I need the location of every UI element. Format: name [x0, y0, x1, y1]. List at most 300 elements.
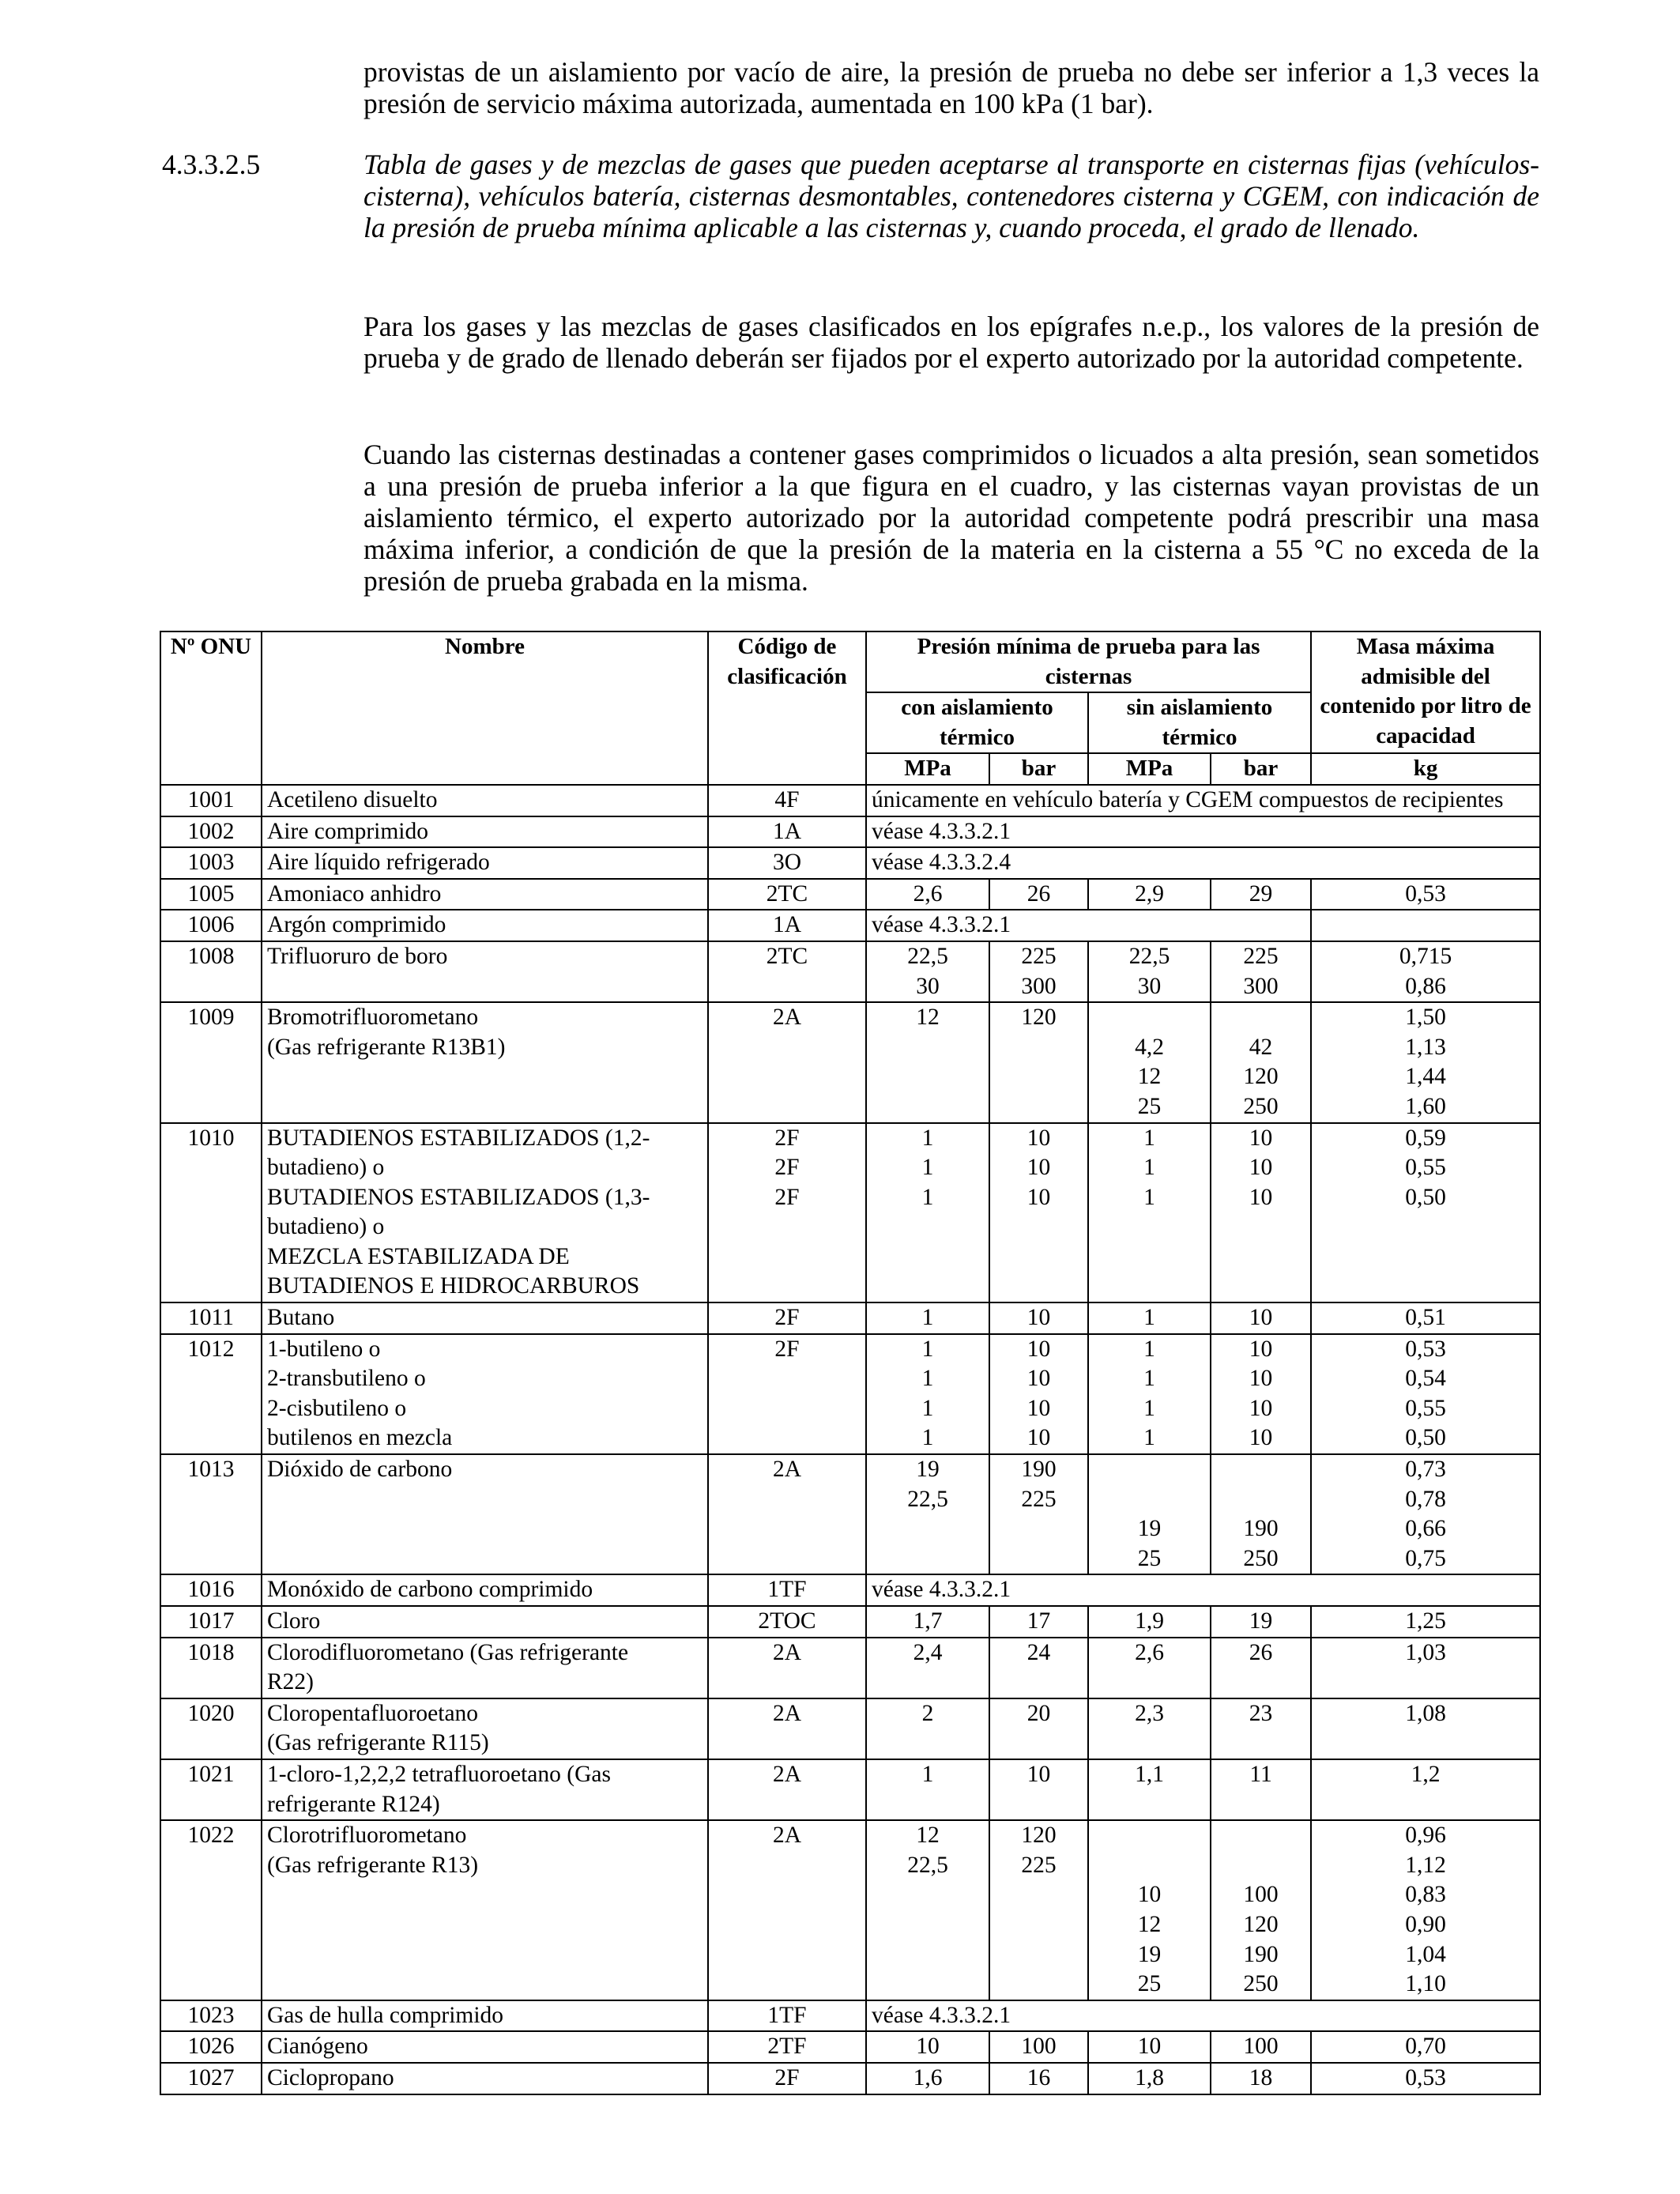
gas-name-line: Ciclopropano	[267, 2064, 394, 2090]
pressure-bar-insulated-line: 120	[1021, 1823, 1057, 1849]
pressure-bar-insulated-line: 120	[1021, 1005, 1057, 1031]
classification-code-line: 2TC	[766, 943, 808, 969]
pressure-mpa-uninsulated	[1088, 2031, 1211, 2063]
pressure-mpa-insulated-line: 19	[916, 1457, 940, 1483]
gas-name-line: 2-cisbutileno o	[267, 1395, 407, 1421]
classification-code	[708, 1002, 866, 1122]
gas-name-line: 2-transbutileno o	[267, 1366, 426, 1392]
max-mass-kg	[1311, 1698, 1540, 1759]
max-mass-kg-line: 0,54	[1405, 1366, 1446, 1392]
pressure-mpa-uninsulated	[1088, 941, 1211, 1002]
max-mass-kg-line: 1,44	[1405, 1064, 1446, 1090]
pressure-mpa-insulated	[866, 1698, 989, 1759]
pressure-bar-uninsulated-line: 100	[1243, 2034, 1279, 2060]
pressure-mpa-uninsulated-line: 19	[1137, 1941, 1162, 1967]
pressure-bar-uninsulated-line: 190	[1243, 1516, 1279, 1542]
classification-code-line: 2A	[772, 1457, 802, 1483]
classification-code-line: 4F	[774, 786, 800, 812]
pressure-mpa-uninsulated-line: 1	[1143, 1305, 1155, 1331]
gas-name-line: butadieno) o	[267, 1214, 385, 1240]
pressure-bar-insulated-line: 10	[1026, 1155, 1051, 1181]
gas-name-line: Clorotrifluorometano	[267, 1823, 467, 1849]
pressure-bar-uninsulated-line: 120	[1243, 1064, 1279, 1090]
header-presion: Presión mínima de prueba para las cisternas	[866, 631, 1311, 692]
classification-code-line: 1A	[772, 912, 802, 938]
gas-name	[262, 2031, 708, 2063]
max-mass-kg-line: 1,08	[1405, 1700, 1446, 1726]
pressure-bar-uninsulated	[1211, 2063, 1311, 2094]
pressure-bar-insulated	[989, 1698, 1088, 1759]
pressure-bar-uninsulated-line: 19	[1249, 1608, 1273, 1634]
gas-name-line: butadieno) o	[267, 1155, 385, 1181]
onu-number: 1003	[160, 847, 262, 879]
pressure-mpa-uninsulated-line: 2,9	[1135, 880, 1164, 907]
pressure-mpa-uninsulated	[1088, 1302, 1211, 1334]
pressure-bar-insulated-line: 17	[1026, 1608, 1051, 1634]
pressure-bar-insulated-line: 225	[1021, 1852, 1057, 1878]
onu-number: 1017	[160, 1606, 262, 1638]
header-mpa-sin: MPa	[1088, 753, 1211, 785]
table-row	[160, 1002, 1540, 1122]
classification-code-line: 2F	[774, 2064, 800, 2090]
pressure-mpa-uninsulated-line: 1	[1143, 1336, 1155, 1362]
header-kg: kg	[1311, 753, 1540, 785]
pressure-mpa-insulated	[866, 941, 989, 1002]
pressure-mpa-insulated	[866, 1606, 989, 1638]
max-mass-kg	[1311, 941, 1540, 1002]
classification-code	[708, 816, 866, 848]
pressure-bar-insulated-line: 10	[1026, 1184, 1051, 1210]
pressure-bar-uninsulated-line: 42	[1249, 1034, 1273, 1060]
pressure-mpa-insulated-line: 10	[916, 2034, 940, 2060]
classification-code	[708, 785, 866, 816]
classification-code	[708, 847, 866, 879]
classification-code-line: 2A	[772, 1700, 802, 1726]
pressure-bar-uninsulated-line: 190	[1243, 1941, 1279, 1967]
pressure-bar-uninsulated	[1211, 1759, 1311, 1820]
gas-name	[262, 2063, 708, 2094]
pressure-mpa-uninsulated-line: 1	[1143, 1425, 1155, 1451]
gas-name	[262, 1759, 708, 1820]
classification-code	[708, 1606, 866, 1638]
classification-code-line: 2TF	[767, 2034, 807, 2060]
gas-name-line: MEZCLA ESTABILIZADA DE	[267, 1243, 570, 1269]
pressure-bar-uninsulated-line	[1213, 1851, 1309, 1881]
pressure-mpa-insulated-line: 30	[916, 973, 940, 999]
pressure-mpa-insulated-line: 22,5	[907, 943, 948, 969]
gas-name	[262, 1123, 708, 1303]
gas-name-line: refrigerante R124)	[267, 1791, 440, 1817]
pressure-bar-insulated	[989, 1606, 1088, 1638]
max-mass-kg-line: 1,04	[1405, 1941, 1446, 1967]
pressure-mpa-uninsulated-line: 1	[1143, 1184, 1155, 1210]
pressure-bar-insulated	[989, 1002, 1088, 1122]
pressure-bar-uninsulated-line: 11	[1249, 1761, 1272, 1787]
gas-name-line: Cloropentafluoroetano	[267, 1700, 479, 1726]
pressure-bar-insulated-line: 10	[1026, 1305, 1051, 1331]
pressure-bar-insulated	[989, 2031, 1088, 2063]
classification-code	[708, 2000, 866, 2032]
classification-code	[708, 1698, 866, 1759]
classification-code	[708, 2031, 866, 2063]
gas-name-line: BUTADIENOS ESTABILIZADOS (1,2-	[267, 1125, 650, 1151]
pressure-mpa-uninsulated-line: 19	[1137, 1516, 1162, 1542]
pressure-mpa-uninsulated-line	[1090, 1003, 1208, 1033]
gas-name-line: Clorodifluorometano (Gas refrigerante	[267, 1639, 629, 1665]
classification-code-line: 2F	[774, 1125, 800, 1151]
row-note	[866, 785, 1540, 816]
intro-paragraph: provistas de un aislamiento por vacío de aire, la presión de prueba no debe ser inferior a 1,3 veces la presión de servicio máxima autorizada, aumentada en 100 kPa (1 bar).	[363, 56, 1539, 119]
pressure-mpa-insulated-line: 1	[921, 1184, 934, 1210]
pressure-mpa-uninsulated-line: 4,2	[1135, 1034, 1164, 1060]
pressure-bar-insulated-line: 20	[1026, 1700, 1051, 1726]
onu-number: 1005	[160, 879, 262, 910]
gas-name	[262, 1698, 708, 1759]
pressure-mpa-insulated-line: 22,5	[907, 1486, 948, 1512]
gas-name-line: Argón comprimido	[267, 912, 446, 938]
pressure-mpa-uninsulated-line: 30	[1137, 973, 1162, 999]
pressure-mpa-uninsulated-line: 1	[1143, 1366, 1155, 1392]
gas-name-line: BUTADIENOS ESTABILIZADOS (1,3-	[267, 1184, 650, 1210]
gas-name	[262, 1606, 708, 1638]
row-note-text: únicamente en vehículo batería y CGEM compuestos de recipientes	[872, 786, 1504, 812]
pressure-bar-uninsulated-line: 10	[1249, 1336, 1273, 1362]
pressure-mpa-uninsulated-line: 1	[1143, 1395, 1155, 1421]
gas-name	[262, 1454, 708, 1574]
pressure-mpa-uninsulated-line	[1090, 1821, 1208, 1851]
pressure-bar-uninsulated-line: 250	[1243, 1971, 1279, 1997]
max-mass-kg	[1311, 1302, 1540, 1334]
pressure-bar-uninsulated	[1211, 1123, 1311, 1303]
pressure-bar-uninsulated-line: 300	[1243, 973, 1279, 999]
classification-code	[708, 1123, 866, 1303]
max-mass-kg-line: 0,96	[1405, 1823, 1446, 1849]
table-row	[160, 1759, 1540, 1820]
classification-code	[708, 941, 866, 1002]
classification-code	[708, 1454, 866, 1574]
pressure-mpa-insulated	[866, 1638, 989, 1698]
max-mass-kg-line: 0,70	[1405, 2034, 1446, 2060]
gas-name-line: butilenos en mezcla	[267, 1425, 453, 1451]
max-mass-kg	[1311, 1759, 1540, 1820]
pressure-mpa-uninsulated	[1088, 1606, 1211, 1638]
classification-code-line: 3O	[772, 850, 802, 876]
pressure-mpa-uninsulated-line	[1090, 1485, 1208, 1515]
onu-number: 1026	[160, 2031, 262, 2063]
onu-number: 1012	[160, 1334, 262, 1454]
row-note-text: véase 4.3.3.2.1	[872, 1577, 1011, 1603]
pressure-bar-insulated-line: 225	[1021, 1486, 1057, 1512]
pressure-mpa-insulated-line: 2,4	[913, 1639, 943, 1665]
pressure-mpa-uninsulated-line	[1090, 1455, 1208, 1485]
classification-code-line: 1TF	[767, 2002, 807, 2028]
onu-number: 1018	[160, 1638, 262, 1698]
pressure-mpa-insulated-line: 1	[921, 1125, 934, 1151]
max-mass-kg-line: 0,55	[1405, 1395, 1446, 1421]
pressure-bar-uninsulated-line: 10	[1249, 1366, 1273, 1392]
pressure-bar-uninsulated-line	[1213, 1485, 1309, 1515]
gas-name	[262, 1334, 708, 1454]
pressure-bar-insulated-line: 190	[1021, 1457, 1057, 1483]
classification-code	[708, 1638, 866, 1698]
max-mass-kg-line: 0,50	[1405, 1184, 1446, 1210]
pressure-mpa-insulated-line: 1	[921, 1366, 934, 1392]
pressure-bar-insulated-line: 16	[1026, 2064, 1051, 2090]
classification-code-line: 1A	[772, 818, 802, 844]
header-nombre: Nombre	[262, 631, 708, 785]
classification-code	[708, 1302, 866, 1334]
gas-name-line: Aire comprimido	[267, 818, 428, 844]
onu-number: 1011	[160, 1302, 262, 1334]
max-mass-kg-line: 1,13	[1405, 1034, 1446, 1060]
header-masa: Masa máxima admisible del contenido por litro de capacidad	[1311, 631, 1540, 753]
gas-name-line: Cloro	[267, 1608, 321, 1634]
pressure-mpa-insulated-line: 1,7	[913, 1608, 943, 1634]
max-mass-kg	[1311, 1123, 1540, 1303]
pressure-bar-insulated	[989, 1638, 1088, 1698]
pressure-mpa-uninsulated-line: 10	[1137, 2034, 1162, 2060]
max-mass-kg	[1311, 1820, 1540, 2000]
section-title: Tabla de gases y de mezclas de gases que pueden aceptarse al transporte en cisternas fijas (vehículos-cisterna), vehículos batería, cisternas desmontables, contenedores cisterna y CGEM, con indicación de la presión de prueba mínima aplicable a las cisternas y, cuando proceda, el grado de llenado.	[363, 149, 1539, 243]
table-row	[160, 847, 1540, 879]
pressure-mpa-insulated	[866, 2063, 989, 2094]
header-con-aislamiento: con aislamiento térmico	[866, 692, 1088, 753]
onu-number: 1001	[160, 785, 262, 816]
pressure-mpa-insulated	[866, 1123, 989, 1303]
max-mass-kg-line: 0,51	[1405, 1305, 1446, 1331]
table-row	[160, 1123, 1540, 1303]
pressure-bar-uninsulated-line: 10	[1249, 1155, 1273, 1181]
max-mass-kg-line: 0,73	[1405, 1457, 1446, 1483]
pressure-bar-insulated	[989, 941, 1088, 1002]
max-mass-kg-line	[1313, 910, 1538, 941]
pressure-mpa-insulated-line: 1	[921, 1305, 934, 1331]
max-mass-kg	[1311, 1002, 1540, 1122]
onu-number: 1021	[160, 1759, 262, 1820]
max-mass-kg-line: 0,53	[1405, 1336, 1446, 1362]
onu-number: 1022	[160, 1820, 262, 2000]
pressure-mpa-insulated-line: 2	[921, 1700, 934, 1726]
max-mass-kg-line: 0,86	[1405, 973, 1446, 999]
onu-number: 1002	[160, 816, 262, 848]
classification-code-line: 2A	[772, 1005, 802, 1031]
pressure-bar-uninsulated-line	[1213, 1003, 1309, 1033]
classification-code-line: 1TF	[767, 1577, 807, 1603]
max-mass-kg	[1311, 910, 1540, 941]
classification-code-line: 2TOC	[758, 1608, 816, 1634]
gas-name	[262, 941, 708, 1002]
pressure-mpa-uninsulated	[1088, 1698, 1211, 1759]
pressure-mpa-insulated	[866, 2031, 989, 2063]
table-row	[160, 1638, 1540, 1698]
pressure-bar-insulated-line: 10	[1026, 1125, 1051, 1151]
pressure-mpa-uninsulated	[1088, 1123, 1211, 1303]
onu-number: 1027	[160, 2063, 262, 2094]
pressure-bar-uninsulated-line: 100	[1243, 1882, 1279, 1908]
table-row	[160, 1574, 1540, 1606]
pressure-mpa-uninsulated	[1088, 2063, 1211, 2094]
gas-name-line: Aire líquido refrigerado	[267, 850, 490, 876]
pressure-bar-uninsulated-line: 23	[1249, 1700, 1273, 1726]
max-mass-kg	[1311, 1334, 1540, 1454]
pressure-bar-uninsulated-line	[1213, 1455, 1309, 1485]
table-row	[160, 1334, 1540, 1454]
section-number: 4.3.3.2.5	[162, 149, 261, 180]
onu-number: 1020	[160, 1698, 262, 1759]
gas-name-line: Trifluoruro de boro	[267, 943, 448, 969]
max-mass-kg	[1311, 879, 1540, 910]
gas-name	[262, 785, 708, 816]
gas-name	[262, 1574, 708, 1606]
gas-name-line: (Gas refrigerante R13B1)	[267, 1034, 506, 1060]
row-note-text: véase 4.3.3.2.1	[872, 912, 1011, 938]
pressure-mpa-uninsulated-line: 25	[1137, 1093, 1162, 1119]
header-codigo: Código de clasificación	[708, 631, 866, 785]
paragraph-1: Para los gases y las mezclas de gases clasificados en los epígrafes n.e.p., los valores de la presión de prueba y de grado de llenado deberán ser fijados por el experto autorizado por la autoridad competente.	[363, 311, 1539, 374]
table-row	[160, 910, 1540, 941]
pressure-bar-uninsulated-line: 29	[1249, 880, 1273, 907]
max-mass-kg-line: 0,53	[1405, 880, 1446, 907]
row-note	[866, 816, 1540, 848]
classification-code-line: 2F	[774, 1336, 800, 1362]
gas-name	[262, 879, 708, 910]
onu-number: 1023	[160, 2000, 262, 2032]
max-mass-kg-line: 0,59	[1405, 1125, 1446, 1151]
max-mass-kg-line: 0,75	[1405, 1545, 1446, 1571]
pressure-bar-uninsulated	[1211, 941, 1311, 1002]
table-row	[160, 785, 1540, 816]
pressure-mpa-uninsulated-line: 1	[1143, 1155, 1155, 1181]
row-note-text: véase 4.3.3.2.1	[872, 2002, 1011, 2028]
gas-name	[262, 1302, 708, 1334]
onu-number: 1006	[160, 910, 262, 941]
header-mpa-con: MPa	[866, 753, 989, 785]
classification-code-line: 2A	[772, 1823, 802, 1849]
pressure-bar-insulated	[989, 1454, 1088, 1574]
pressure-bar-uninsulated	[1211, 1698, 1311, 1759]
max-mass-kg	[1311, 1454, 1540, 1574]
pressure-mpa-insulated	[866, 1334, 989, 1454]
pressure-mpa-uninsulated-line: 1,1	[1135, 1761, 1164, 1787]
pressure-bar-uninsulated-line: 120	[1243, 1911, 1279, 1937]
gas-name-line: Amoniaco anhidro	[267, 880, 442, 907]
table-row	[160, 879, 1540, 910]
table-row	[160, 2031, 1540, 2063]
onu-number: 1016	[160, 1574, 262, 1606]
gas-name	[262, 910, 708, 941]
pressure-bar-uninsulated	[1211, 1820, 1311, 2000]
pressure-bar-uninsulated-line: 225	[1243, 943, 1279, 969]
onu-number: 1008	[160, 941, 262, 1002]
max-mass-kg	[1311, 2063, 1540, 2094]
max-mass-kg-line: 1,12	[1405, 1852, 1446, 1878]
gas-name	[262, 1638, 708, 1698]
pressure-mpa-uninsulated-line: 25	[1137, 1545, 1162, 1571]
pressure-bar-insulated-line: 10	[1026, 1425, 1051, 1451]
max-mass-kg	[1311, 1638, 1540, 1698]
pressure-bar-uninsulated	[1211, 1454, 1311, 1574]
pressure-mpa-insulated-line: 1	[921, 1425, 934, 1451]
row-note-text: véase 4.3.3.2.4	[872, 850, 1011, 876]
pressure-bar-uninsulated-line: 26	[1249, 1639, 1273, 1665]
gas-name-line: (Gas refrigerante R13)	[267, 1852, 479, 1878]
pressure-bar-uninsulated-line: 250	[1243, 1545, 1279, 1571]
pressure-bar-insulated	[989, 1334, 1088, 1454]
gas-name-line: R22)	[267, 1669, 314, 1695]
classification-code	[708, 1574, 866, 1606]
gas-name	[262, 1002, 708, 1122]
gas-table	[160, 631, 1541, 2095]
pressure-mpa-uninsulated-line: 2,6	[1135, 1639, 1164, 1665]
table-row	[160, 2063, 1540, 2094]
table-row	[160, 1606, 1540, 1638]
pressure-mpa-insulated-line: 12	[916, 1005, 940, 1031]
table-row	[160, 2000, 1540, 2032]
gas-name-line: Cianógeno	[267, 2034, 368, 2060]
table-row	[160, 816, 1540, 848]
classification-code	[708, 1820, 866, 2000]
pressure-mpa-insulated-line: 1	[921, 1155, 934, 1181]
pressure-bar-insulated-line: 10	[1026, 1336, 1051, 1362]
pressure-mpa-insulated	[866, 1759, 989, 1820]
pressure-mpa-insulated	[866, 1820, 989, 2000]
row-note	[866, 2000, 1540, 2032]
gas-name-line: Bromotrifluorometano	[267, 1005, 479, 1031]
classification-code	[708, 910, 866, 941]
pressure-bar-uninsulated-line: 10	[1249, 1305, 1273, 1331]
pressure-mpa-uninsulated-line: 2,3	[1135, 1700, 1164, 1726]
pressure-bar-uninsulated	[1211, 1334, 1311, 1454]
gas-name	[262, 2000, 708, 2032]
max-mass-kg-line: 0,90	[1405, 1911, 1446, 1937]
pressure-mpa-insulated-line: 22,5	[907, 1852, 948, 1878]
pressure-bar-insulated-line: 26	[1026, 880, 1051, 907]
onu-number: 1010	[160, 1123, 262, 1303]
pressure-mpa-uninsulated	[1088, 879, 1211, 910]
gas-name	[262, 847, 708, 879]
pressure-mpa-insulated-line: 1,6	[913, 2064, 943, 2090]
classification-code-line: 2TC	[766, 880, 808, 907]
pressure-mpa-uninsulated-line: 1	[1143, 1125, 1155, 1151]
pressure-bar-uninsulated-line: 10	[1249, 1395, 1273, 1421]
pressure-bar-insulated-line: 10	[1026, 1366, 1051, 1392]
pressure-bar-uninsulated-line	[1213, 1821, 1309, 1851]
max-mass-kg-line: 0,66	[1405, 1516, 1446, 1542]
gas-name-line: 1-cloro-1,2,2,2 tetrafluoroetano (Gas	[267, 1761, 611, 1787]
pressure-mpa-uninsulated-line: 22,5	[1128, 943, 1170, 969]
max-mass-kg-line: 1,03	[1405, 1639, 1446, 1665]
pressure-mpa-uninsulated	[1088, 1334, 1211, 1454]
row-note	[866, 847, 1540, 879]
max-mass-kg	[1311, 2031, 1540, 2063]
pressure-bar-insulated-line: 225	[1021, 943, 1057, 969]
max-mass-kg-line: 0,55	[1405, 1155, 1446, 1181]
paragraph-2: Cuando las cisternas destinadas a contener gases comprimidos o licuados a alta presión, sean sometidos a una presión de prueba inferior a la que figura en el cuadro, y las cisternas vayan provistas de un aislamiento térmico, el experto autorizado por la autoridad competente podrá prescribir una masa máxima inferior, a condición de que la presión de la materia en la cisterna a 55 °C no exceda de la presión de prueba grabada en la misma.	[363, 439, 1539, 597]
pressure-bar-insulated-line: 24	[1026, 1639, 1051, 1665]
pressure-bar-uninsulated-line: 10	[1249, 1425, 1273, 1451]
max-mass-kg-line: 1,2	[1411, 1761, 1441, 1787]
pressure-bar-uninsulated	[1211, 1606, 1311, 1638]
gas-name-line: Gas de hulla comprimido	[267, 2002, 504, 2028]
pressure-bar-insulated	[989, 1759, 1088, 1820]
pressure-mpa-insulated	[866, 1302, 989, 1334]
pressure-mpa-uninsulated-line	[1090, 1851, 1208, 1881]
max-mass-kg-line: 0,715	[1399, 943, 1452, 969]
pressure-mpa-insulated-line: 1	[921, 1761, 934, 1787]
pressure-mpa-uninsulated-line: 12	[1137, 1911, 1162, 1937]
pressure-mpa-insulated-line: 12	[916, 1823, 940, 1849]
pressure-mpa-uninsulated	[1088, 1759, 1211, 1820]
